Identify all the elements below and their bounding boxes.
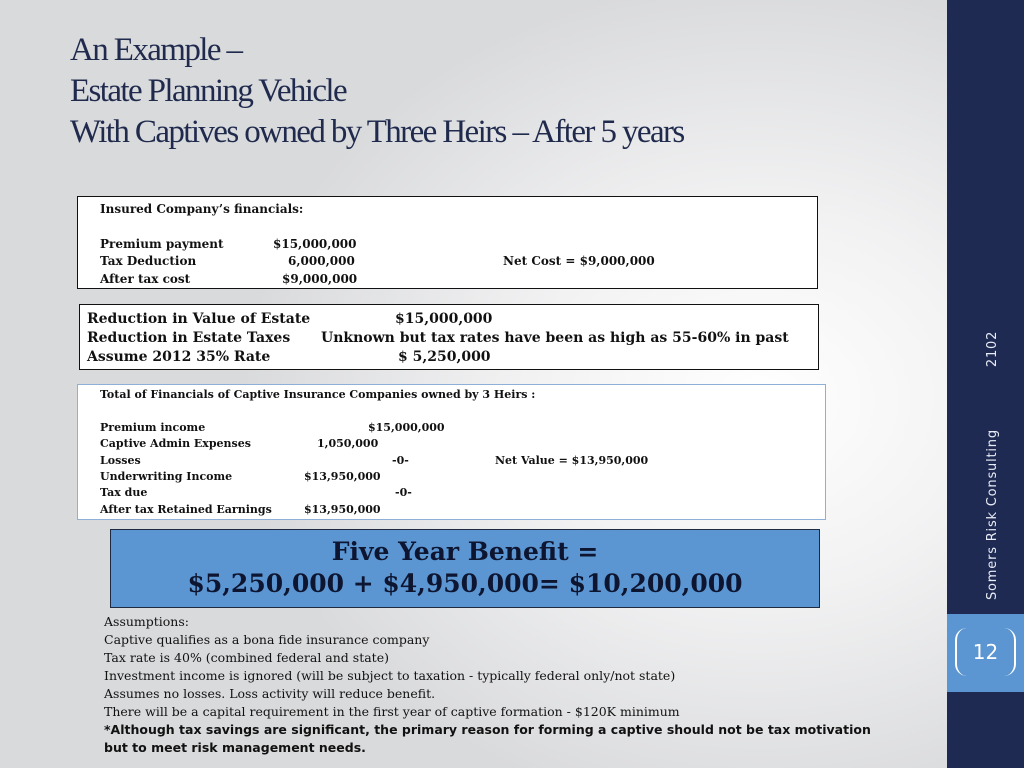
company-name: Somers Risk Consulting: [985, 429, 1000, 600]
tax-motivation-note: *Although tax savings are significant, the primary reason for forming a captive should not be tax motivation but to meet risk management needs.: [104, 722, 871, 755]
insured-company-box: [77, 196, 818, 289]
premium-income-value: $15,000,000: [368, 421, 445, 434]
estate-reduction-box: [79, 304, 819, 370]
footer-year: 2102: [985, 330, 1000, 368]
assumption-item: There will be a capital requirement in the first year of captive formation - $120K minimum: [104, 704, 680, 719]
assumed-rate-label: Assume 2012 35% Rate: [87, 349, 271, 365]
insured-heading: Insured Company’s financials:: [100, 202, 304, 216]
estate-value-label: Reduction in Value of Estate: [87, 311, 311, 327]
premium-payment-value: $15,000,000: [273, 237, 357, 251]
five-year-benefit-box: [110, 529, 820, 608]
underwriting-income-value: $13,950,000: [304, 470, 381, 483]
captive-heading: Total of Financials of Captive Insurance Companies owned by 3 Heirs :: [100, 388, 536, 401]
estate-value-amount: $15,000,000: [395, 311, 493, 327]
underwriting-income-label: Underwriting Income: [100, 470, 233, 483]
estate-taxes-label: Reduction in Estate Taxes: [87, 330, 291, 346]
assumed-rate-amount: $ 5,250,000: [398, 349, 491, 365]
title-line-3: With Captives owned by Three Heirs – After 5 years: [70, 114, 684, 150]
title-line-2: Estate Planning Vehicle: [70, 73, 347, 109]
retained-earnings-value: $13,950,000: [304, 503, 381, 516]
assumption-item: Investment income is ignored (will be subject to taxation - typically federal only/not state): [104, 668, 676, 683]
assumption-item: Captive qualifies as a bona fide insurance company: [104, 632, 430, 647]
losses-label: Losses: [100, 454, 141, 467]
sidebar-footer-text: [985, 330, 1000, 600]
admin-expenses-label: Captive Admin Expenses: [100, 437, 251, 450]
net-cost-text: Net Cost = $9,000,000: [503, 254, 655, 268]
after-tax-cost-value: $9,000,000: [282, 272, 358, 286]
title-line-1: An Example –: [70, 32, 242, 68]
assumption-item: Tax rate is 40% (combined federal and state): [104, 650, 389, 665]
tax-due-label: Tax due: [100, 486, 148, 499]
benefit-heading: Five Year Benefit =: [331, 537, 599, 566]
premium-payment-label: Premium payment: [100, 237, 224, 251]
tax-deduction-value: 6,000,000: [288, 254, 355, 268]
slide-title: [70, 30, 830, 153]
assumption-item: Assumes no losses. Loss activity will reduce benefit.: [104, 686, 436, 701]
retained-earnings-label: After tax Retained Earnings: [100, 503, 272, 516]
page-number: 12: [972, 640, 999, 664]
tax-due-value: -0-: [395, 486, 412, 499]
losses-value: -0-: [392, 454, 409, 467]
premium-income-label: Premium income: [100, 421, 206, 434]
after-tax-cost-label: After tax cost: [100, 272, 191, 286]
assumptions-block: [104, 613, 904, 757]
captive-financials-box: [77, 384, 826, 520]
benefit-formula: $5,250,000 + $4,950,000= $10,200,000: [187, 569, 743, 598]
admin-expenses-value: 1,050,000: [317, 437, 379, 450]
assumptions-heading: Assumptions:: [104, 614, 189, 629]
net-value-text: Net Value = $13,950,000: [495, 454, 649, 467]
estate-taxes-note: Unknown but tax rates have been as high as 55-60% in past: [321, 330, 789, 346]
tax-deduction-label: Tax Deduction: [100, 254, 197, 268]
